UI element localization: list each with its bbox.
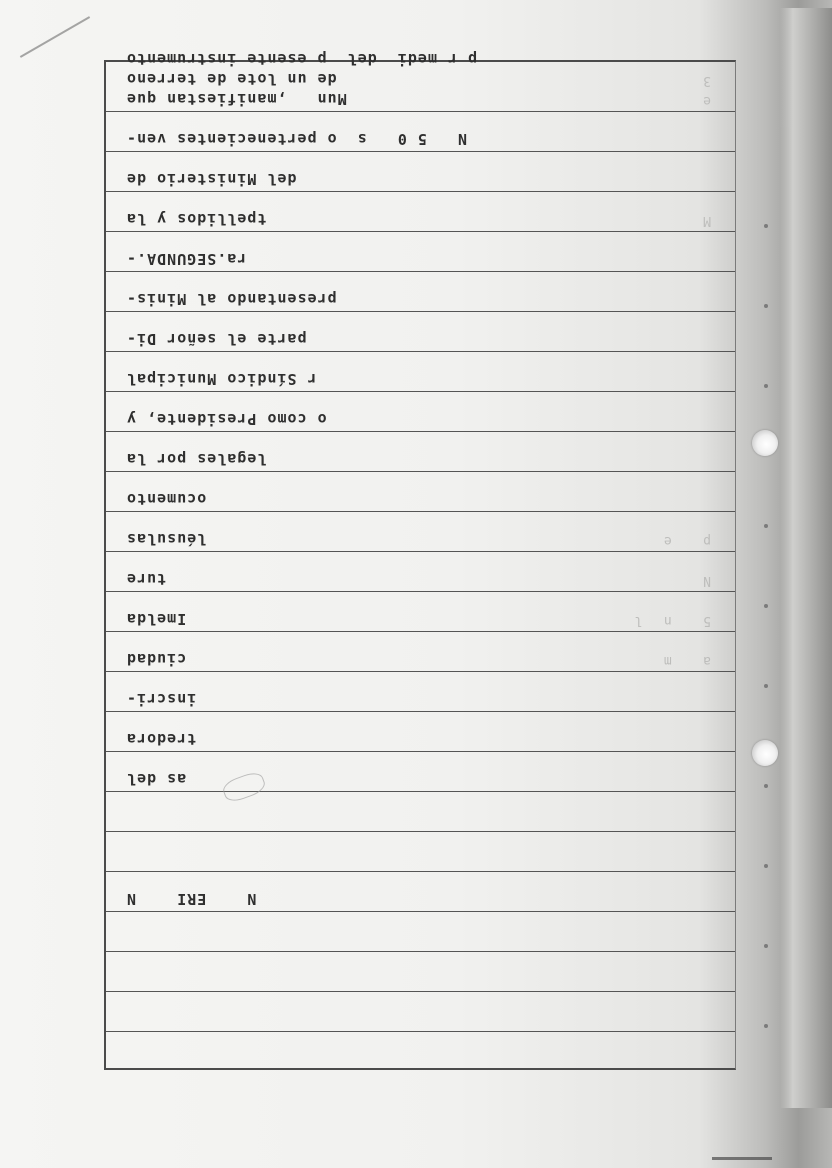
text-row (116, 604, 725, 634)
punch-hole-top (752, 740, 778, 766)
punch-hole-bottom (752, 430, 778, 456)
typed-line: ture (126, 570, 167, 588)
margin-mark (764, 384, 768, 388)
typed-line: N ERI N (126, 890, 257, 908)
typed-line: r Síndico Municipal (126, 370, 317, 388)
pencil-stroke (20, 16, 90, 58)
faint-mark: e (701, 93, 711, 108)
typed-line: as del (126, 770, 187, 788)
text-row (116, 364, 725, 394)
ruled-line (106, 951, 735, 952)
typed-line: de un lote de terreno (126, 70, 337, 88)
typed-line: ciudad (126, 650, 187, 668)
scan-shadow-edge (780, 8, 832, 1108)
typed-line: o como Presidente, y (126, 410, 327, 428)
text-row (116, 44, 725, 74)
margin-mark (764, 604, 768, 608)
margin-mark (764, 1024, 768, 1028)
form-frame (104, 50, 736, 1070)
text-row (116, 764, 725, 794)
margin-mark (764, 944, 768, 948)
typed-line: ra.SEGUNDA.- (126, 250, 247, 268)
margin-mark (764, 524, 768, 528)
margin-mark (764, 784, 768, 788)
margin-mark (764, 224, 768, 228)
text-row (116, 444, 725, 474)
text-row (116, 124, 725, 154)
typed-line: legales por la (126, 450, 267, 468)
faint-mark: a m (661, 653, 711, 668)
text-row (116, 524, 725, 554)
typed-line: léusulas (126, 530, 207, 548)
typed-line: N 5 0 s o pertenecientes ven- (126, 130, 468, 148)
typed-line: Mun ,manifiestan que (126, 90, 347, 108)
text-row (116, 884, 725, 914)
text-row (116, 324, 725, 354)
ruled-line (106, 991, 735, 992)
text-row (116, 644, 725, 674)
faint-mark: p e (661, 533, 711, 548)
text-row (116, 484, 725, 514)
ruled-line (106, 1031, 735, 1032)
typed-line: presentando al Minis- (126, 290, 337, 308)
text-row (116, 684, 725, 714)
text-row (116, 564, 725, 594)
typed-line: tpellidos y la (126, 210, 267, 228)
text-row (116, 724, 725, 754)
text-row (116, 804, 725, 834)
typed-line: ocumento (126, 490, 207, 508)
typed-line: Imelda (126, 610, 187, 628)
margin-mark (764, 864, 768, 868)
faint-mark: 5 n l (632, 613, 711, 628)
text-row (116, 284, 725, 314)
text-row (116, 244, 725, 274)
faint-mark: N (701, 573, 711, 588)
margin-mark (764, 304, 768, 308)
faint-mark: M (701, 213, 711, 228)
margin-mark (764, 684, 768, 688)
text-row (116, 204, 725, 234)
typed-line: p r medi del p esente instrumento (126, 50, 478, 68)
edge-scribble-mark (712, 1157, 772, 1160)
text-row (116, 844, 725, 874)
faint-mark: 3 (701, 73, 711, 88)
typed-line: parte el señor Di- (126, 330, 307, 348)
text-row (116, 164, 725, 194)
typed-line: inscri- (126, 690, 197, 708)
text-row (116, 404, 725, 434)
typed-line: del Ministerio de (126, 170, 297, 188)
typed-line: tredora (126, 730, 197, 748)
